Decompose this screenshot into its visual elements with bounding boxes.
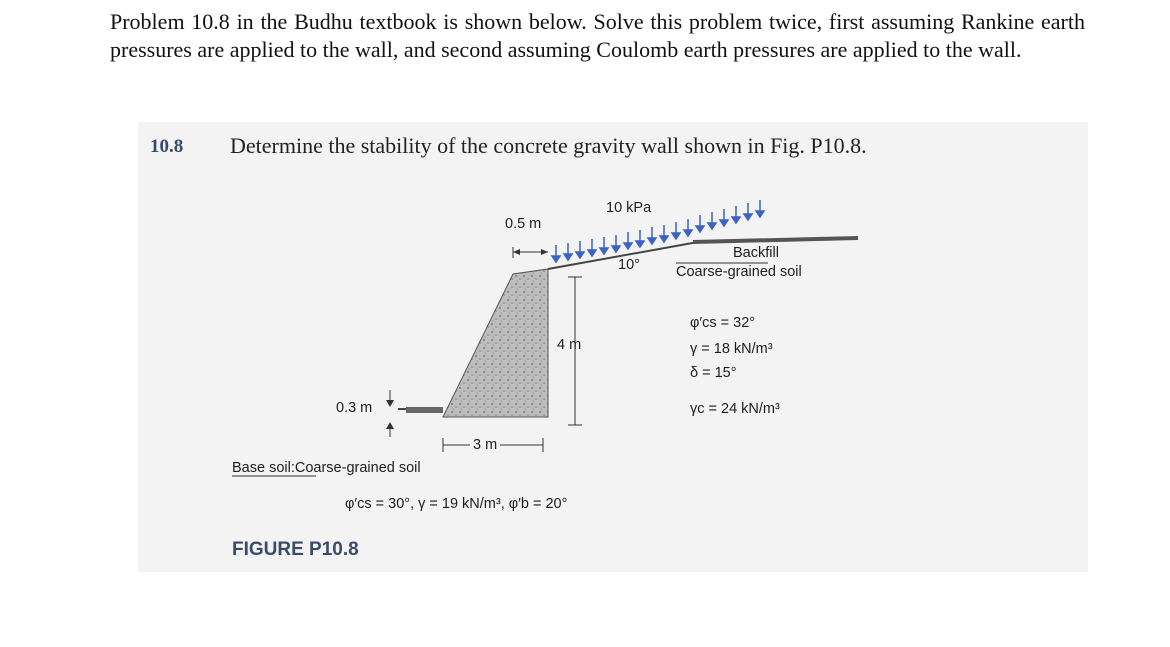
base-soil-line: Base soil:Coarse-grained soil	[232, 460, 421, 476]
figure-caption: FIGURE P10.8	[232, 539, 359, 560]
backfill-type: Coarse-grained soil	[676, 264, 802, 280]
phi-cs-label: φ′cs = 32°	[690, 315, 756, 331]
problem-statement: Determine the stability of the concrete gravity wall shown in Fig. P10.8.	[230, 133, 867, 158]
gamma-label: γ = 18 kN/m³	[690, 341, 773, 357]
embedment-label: 0.3 m	[336, 400, 373, 416]
height-label: 4 m	[557, 337, 582, 353]
problem-intro: Problem 10.8 in the Budhu textbook is shown below. Solve this problem twice, first assuming Rankine earth pressures are applied to the wall, and second assuming Coulomb earth pressures are applied to the wall.	[110, 9, 1085, 62]
backfill-surface	[693, 238, 858, 242]
surcharge-label: 10 kPa	[606, 200, 652, 216]
slope-angle-label: 10°	[618, 257, 640, 273]
base-width-label: 3 m	[470, 437, 500, 453]
base-slab	[406, 407, 443, 413]
gamma-c-label: γc = 24 kN/m³	[690, 401, 780, 417]
base-props-label: φ′cs = 30°, γ = 19 kN/m³, φ′b = 20°	[345, 496, 568, 512]
delta-label: δ = 15°	[690, 365, 737, 381]
problem-number: 10.8	[150, 136, 184, 157]
backfill-title: Backfill	[733, 245, 779, 261]
gravity-wall	[443, 269, 548, 417]
base-soil-type: Coarse-grained soil	[294, 460, 421, 476]
base-soil-title: Base soil	[232, 460, 291, 476]
wall-figure	[138, 122, 1088, 572]
top-width-label: 0.5 m	[505, 216, 542, 232]
